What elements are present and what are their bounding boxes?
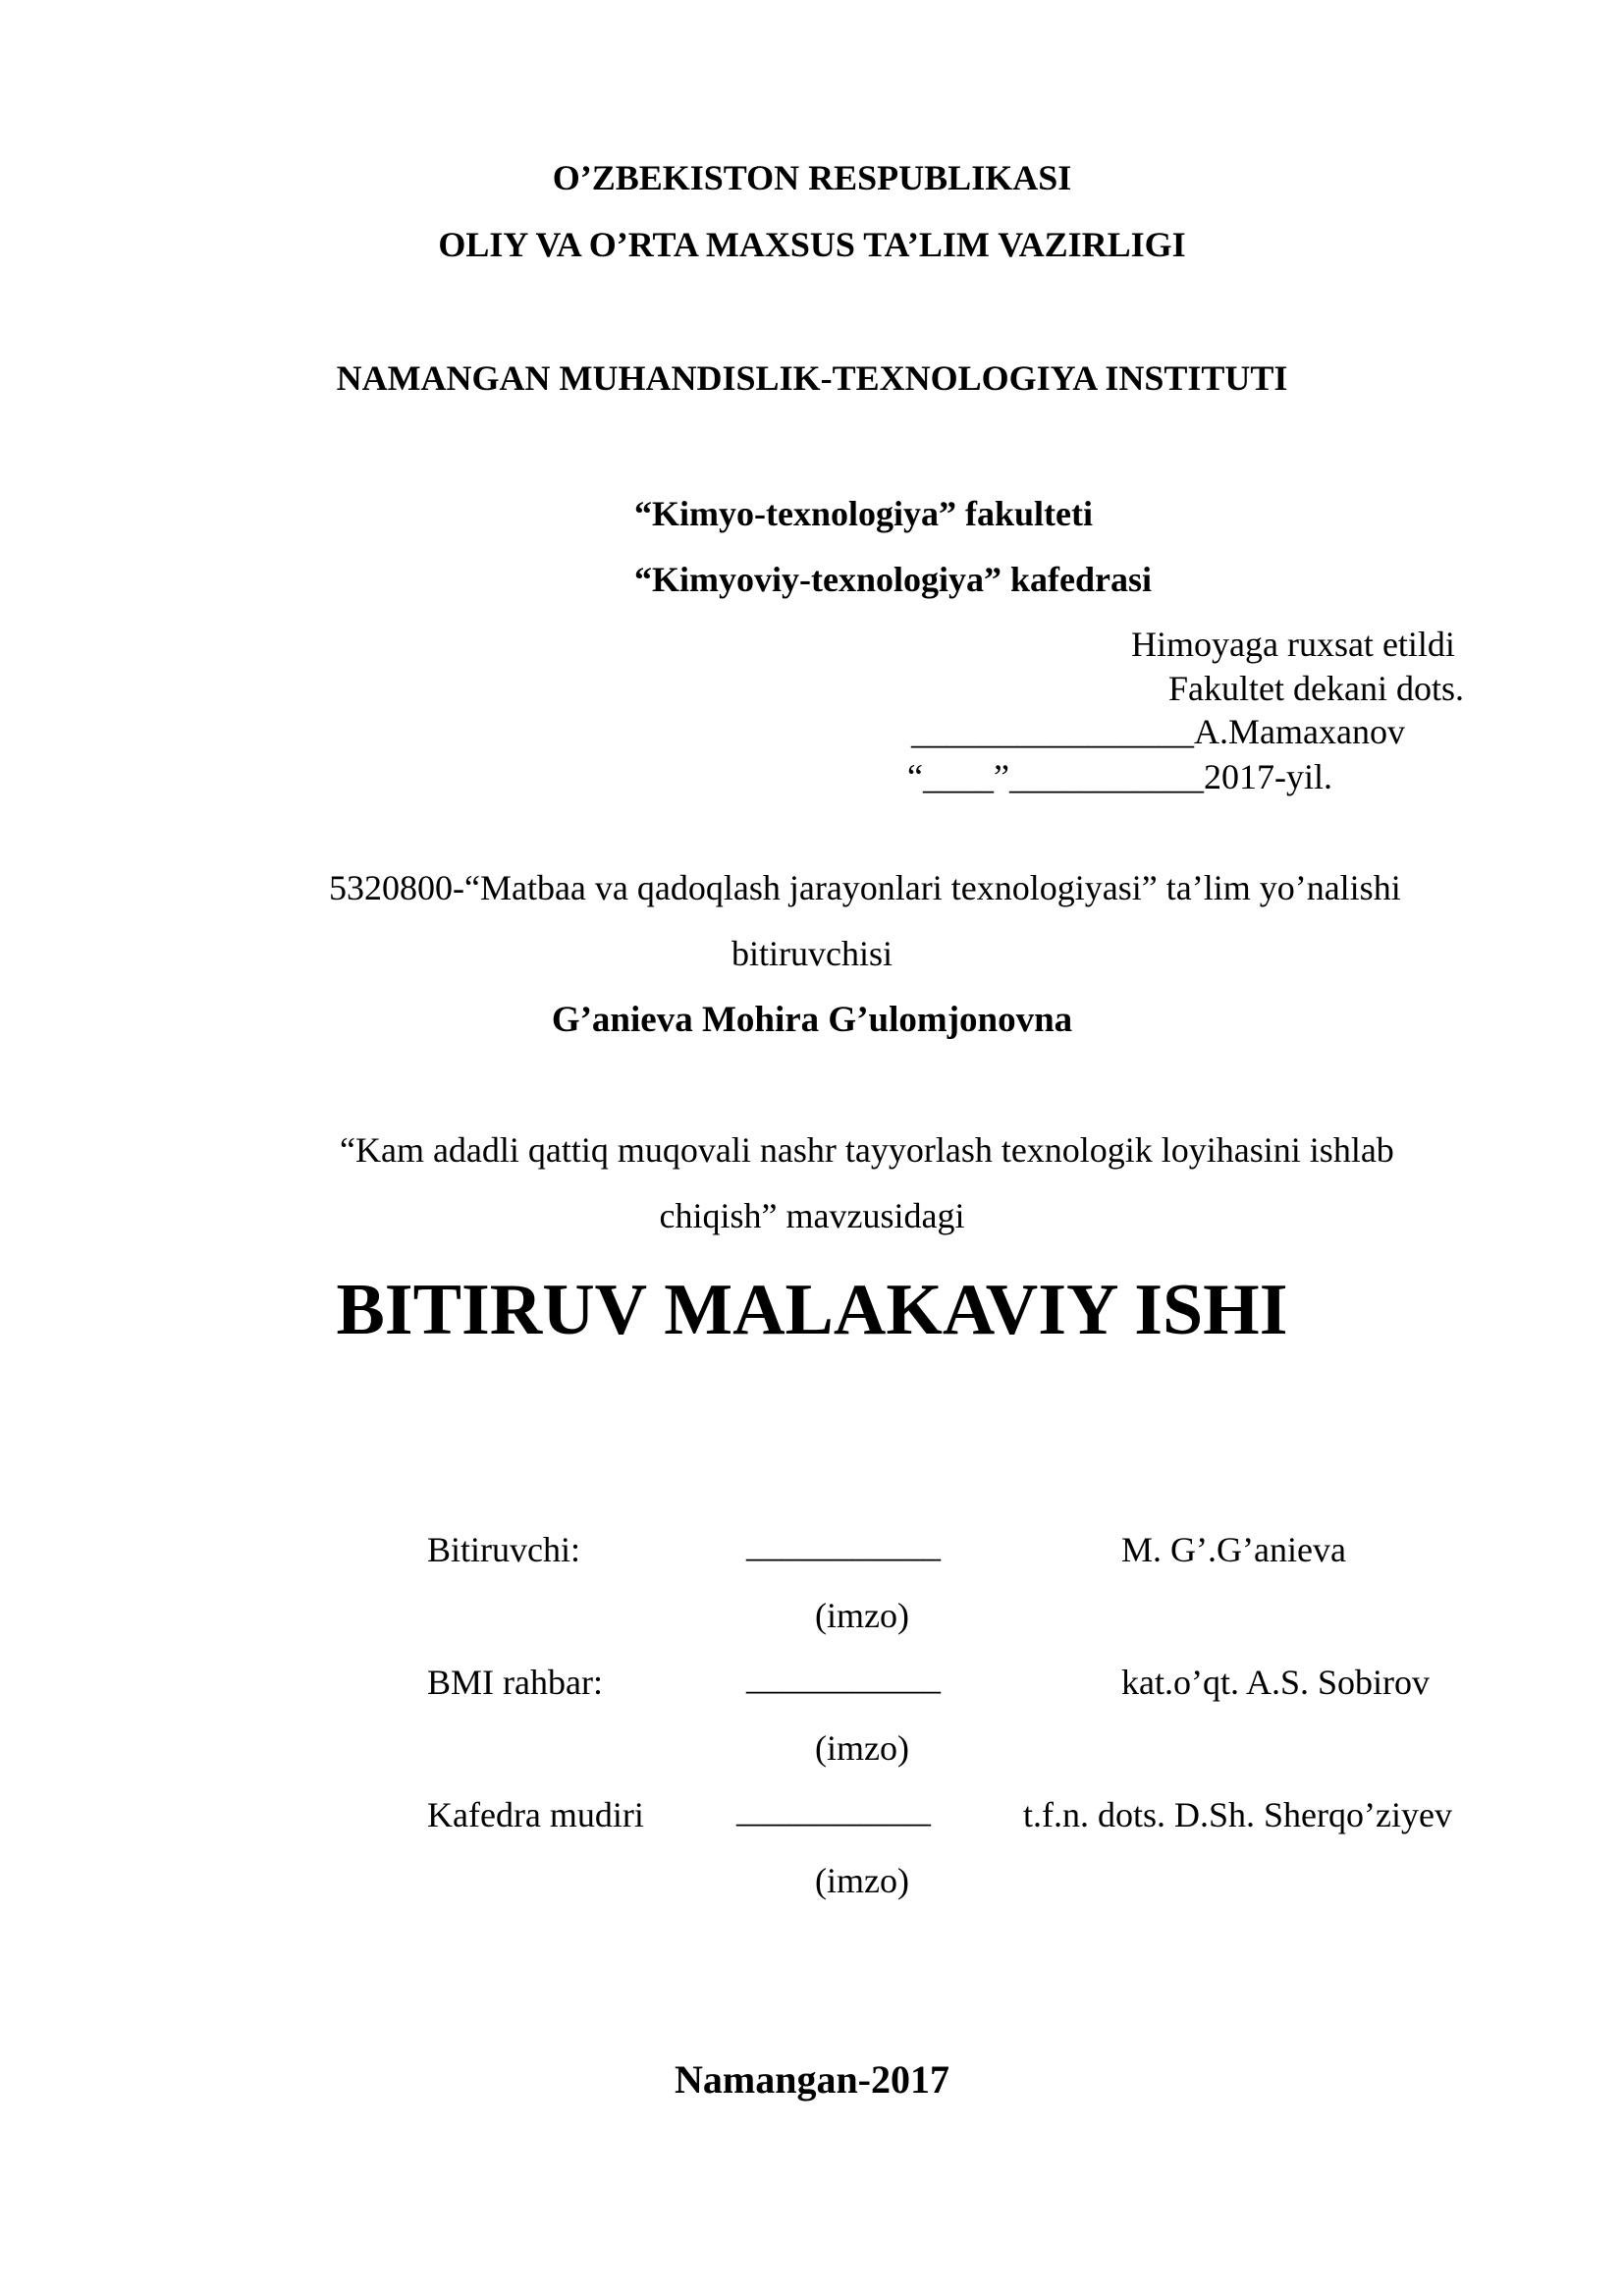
- ministry-heading: OLIY VA O’RTA MAXSUS TA’LIM VAZIRLIGI: [438, 225, 1186, 264]
- institute-heading: NAMANGAN MUHANDISLIK-TEXNOLOGIYA INSTITUTI: [336, 358, 1288, 398]
- place-year: Namangan-2017: [674, 2057, 950, 2102]
- signature-role: Bitiruvchi:: [427, 1530, 580, 1569]
- student-name: G’anieva Mohira G’ulomjonovna: [551, 1000, 1073, 1040]
- faculty-name: “Kimyo-texnologiya” fakulteti: [634, 494, 1093, 533]
- signature-name: t.f.n. dots. D.Sh. Sherqo’ziyev: [1023, 1795, 1452, 1834]
- topic-line-1: “Kam adadli qattiq muqovali nashr tayyorlash texnologik loyihasini ishlab: [340, 1130, 1394, 1170]
- approval-dean-signature: ________________A.Mamaxanov: [911, 712, 1405, 751]
- signature-role: Kafedra mudiri: [427, 1795, 644, 1834]
- signature-caption: (imzo): [815, 1596, 909, 1635]
- approval-permission: Himoyaga ruxsat etildi: [1131, 625, 1455, 664]
- topic-line-2: chiqish” mavzusidagi: [659, 1196, 965, 1235]
- signature-line: ___________: [746, 1525, 941, 1564]
- program-line: 5320800-“Matbaa va qadoqlash jarayonlari texnologiyasi” ta’lim yo’nalishi: [329, 868, 1401, 907]
- department-name: “Kimyoviy-texnologiya” kafedrasi: [634, 560, 1152, 599]
- signature-line: ___________: [746, 1658, 941, 1697]
- signature-caption: (imzo): [815, 1861, 909, 1900]
- program-graduate-label: bitiruvchisi: [731, 934, 893, 973]
- signature-role: BMI rahbar:: [427, 1663, 603, 1702]
- approval-dean-title: Fakultet dekani dots.: [1168, 669, 1464, 708]
- signature-name: kat.o’qt. A.S. Sobirov: [1121, 1663, 1431, 1702]
- approval-date: “____”___________2017-yil.: [907, 757, 1332, 796]
- document-title: BITIRUV MALAKAVIY ISHI: [336, 1270, 1288, 1350]
- republic-heading: O’ZBEKISTON RESPUBLIKASI: [552, 158, 1072, 197]
- signature-line: ___________: [736, 1790, 931, 1830]
- signature-caption: (imzo): [815, 1728, 909, 1768]
- signature-name: M. G’.G’anieva: [1121, 1530, 1346, 1569]
